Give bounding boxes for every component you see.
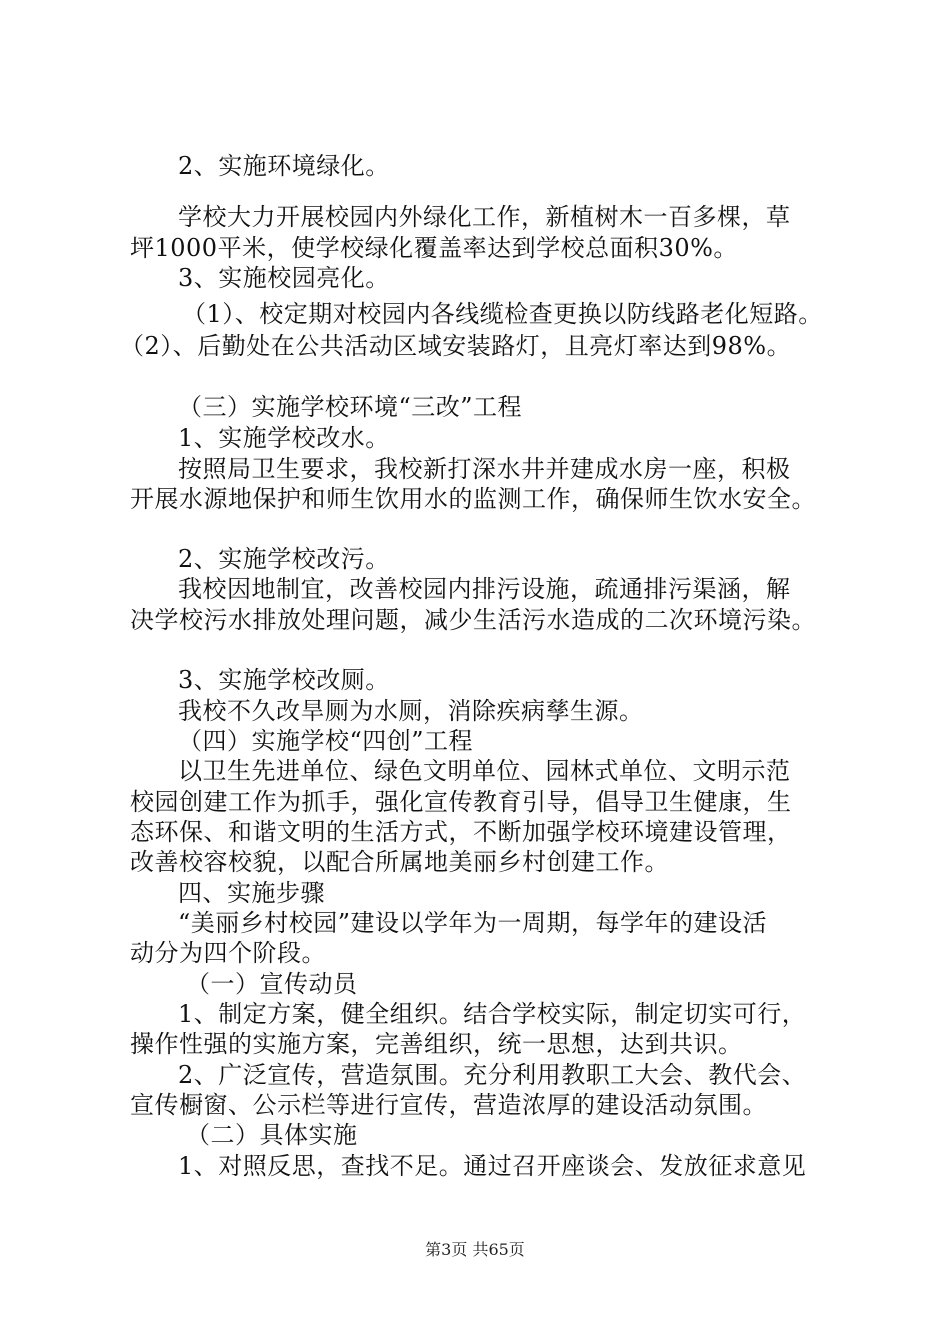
text-line: 坪1000平米，使学校绿化覆盖率达到学校总面积30%。 xyxy=(130,234,738,262)
text-line: “美丽乡村校园”建设以学年为一周期，每学年的建设活 xyxy=(178,909,768,937)
text-line: 1、对照反思，查找不足。通过召开座谈会、发放征求意见 xyxy=(178,1152,807,1180)
section-heading: 四、实施步骤 xyxy=(178,879,325,907)
text-line: 1、实施学校改水。 xyxy=(178,424,390,452)
text-line: 以卫生先进单位、绿色文明单位、园林式单位、文明示范 xyxy=(178,757,791,785)
text-line: 3、实施校园亮化。 xyxy=(178,264,390,292)
text-line: 我校不久改旱厕为水厕，消除疾病孳生源。 xyxy=(178,697,644,725)
text-line: 2、广泛宣传，营造氛围。充分利用教职工大会、教代会、 xyxy=(178,1061,807,1089)
text-line: 学校大力开展校园内外绿化工作，新植树木一百多棵，草 xyxy=(178,203,791,231)
text-line: 我校因地制宜，改善校园内排污设施，疏通排污渠涵，解 xyxy=(178,575,791,603)
text-line: 1、制定方案，健全组织。结合学校实际，制定切实可行， xyxy=(178,1000,807,1028)
text-line: 宣传橱窗、公示栏等进行宣传，营造浓厚的建设活动氛围。 xyxy=(130,1091,767,1119)
text-line: 按照局卫生要求，我校新打深水井并建成水房一座，积极 xyxy=(178,455,791,483)
section-heading: （四）实施学校“四创”工程 xyxy=(178,727,474,755)
text-line: （2）、后勤处在公共活动区域安装路灯，且亮灯率达到98%。 xyxy=(120,332,792,360)
section-heading: （一）宣传动员 xyxy=(186,970,358,998)
text-line: 决学校污水排放处理问题，减少生活污水造成的二次环境污染。 xyxy=(130,606,816,634)
text-line: 改善校容校貌，以配合所属地美丽乡村创建工作。 xyxy=(130,848,669,876)
section-heading: （二）具体实施 xyxy=(186,1121,358,1149)
text-line: 3、实施学校改厕。 xyxy=(178,666,390,694)
page-footer: 第3页 共65页 xyxy=(425,1240,525,1259)
text-line: 动分为四个阶段。 xyxy=(130,939,326,967)
text-line: 操作性强的实施方案，完善组织，统一思想，达到共识。 xyxy=(130,1030,743,1058)
text-line: 2、实施环境绿化。 xyxy=(178,152,390,180)
text-line: 校园创建工作为抓手，强化宣传教育引导，倡导卫生健康，生 xyxy=(130,788,792,816)
text-line: 2、实施学校改污。 xyxy=(178,545,390,573)
text-line: 态环保、和谐文明的生活方式，不断加强学校环境建设管理， xyxy=(130,818,792,846)
text-line: （1）、校定期对校园内各线缆检查更换以防线路老化短路。 xyxy=(182,300,823,328)
text-line: 开展水源地保护和师生饮用水的监测工作，确保师生饮水安全。 xyxy=(130,485,816,513)
section-heading: （三）实施学校环境“三改”工程 xyxy=(178,393,523,421)
